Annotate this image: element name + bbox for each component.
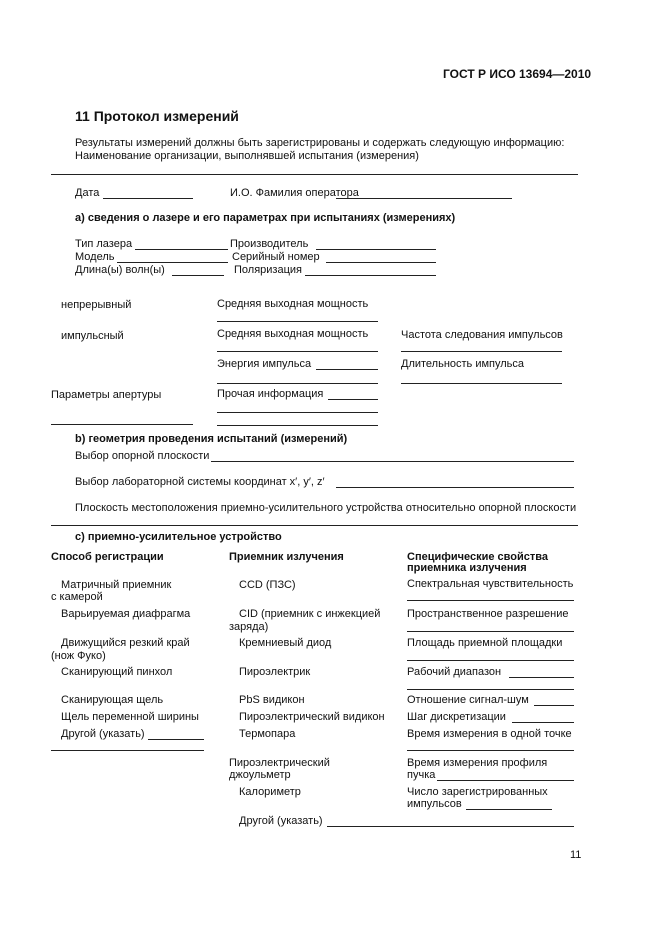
other-info-label: Прочая информация xyxy=(217,388,324,400)
property-field-line[interactable] xyxy=(407,750,574,751)
method-item: Сканирующий пинхол xyxy=(61,666,173,678)
receiver-item: Пироэлектрический xyxy=(229,757,330,769)
property-field-line[interactable] xyxy=(407,660,574,661)
date-label: Дата xyxy=(75,187,100,199)
receiver-item: Кремниевый диод xyxy=(239,637,332,649)
pulse-energy-field-line[interactable] xyxy=(316,369,378,370)
method-other-field-line[interactable] xyxy=(148,739,204,740)
receiver-item: джоульметр xyxy=(229,769,291,781)
property-field-line[interactable] xyxy=(509,677,574,678)
receiver-item: CCD (ПЗС) xyxy=(239,579,296,591)
col-properties-header-1: Специфические свойства xyxy=(407,551,548,563)
page-number: 11 xyxy=(570,849,582,861)
lab-coords-label: Выбор лабораторной системы координат x′, y′, z′ xyxy=(75,476,325,488)
plane-location-label: Плоскость местоположения приемно-усилительного устройства относительно опорной плоскости xyxy=(75,502,577,514)
pulse-energy-field-line-2[interactable] xyxy=(217,383,378,384)
pulsed-label: импульсный xyxy=(61,330,124,342)
pulse-duration-field-line[interactable] xyxy=(401,383,562,384)
receiver-item: Другой (указать) xyxy=(239,815,323,827)
method-item: Варьируемая диафрагма xyxy=(61,608,191,620)
aperture-label: Параметры апертуры xyxy=(51,389,162,401)
receiver-item: Калориметр xyxy=(239,786,301,798)
col-receiver-header: Приемник излучения xyxy=(229,551,344,563)
receiver-item: Пироэлектрик xyxy=(239,666,311,678)
method-item: (нож Фуко) xyxy=(51,650,106,662)
other-info-field-line-2[interactable] xyxy=(217,412,378,413)
pulse-energy-label: Энергия импульса xyxy=(217,358,312,370)
receiver-item: Термопара xyxy=(239,728,296,740)
manufacturer-label: Производитель xyxy=(230,238,309,250)
property-item: Отношение сигнал-шум xyxy=(407,694,529,706)
property-item: Число зарегистрированных xyxy=(407,786,548,798)
plane-location-field-line[interactable] xyxy=(51,525,578,526)
organization-field-line[interactable] xyxy=(51,174,578,175)
polarization-field-line[interactable] xyxy=(305,275,436,276)
property-item: Рабочий диапазон xyxy=(407,666,502,678)
continuous-label: непрерывный xyxy=(61,299,132,311)
pulse-rate-label: Частота следования импульсов xyxy=(401,329,563,341)
wavelength-label: Длина(ы) волн(ы) xyxy=(75,264,165,276)
section-b-title: b) геометрия проведения испытаний (измерений) xyxy=(75,433,348,445)
property-item: импульсов xyxy=(407,798,462,810)
property-item: Время измерения профиля xyxy=(407,757,548,769)
serial-field-line[interactable] xyxy=(326,262,436,263)
col-method-header: Способ регистрации xyxy=(51,551,164,563)
method-item: Движущийся резкий край xyxy=(61,637,190,649)
property-field-line[interactable] xyxy=(407,600,574,601)
laser-type-label: Тип лазера xyxy=(75,238,133,250)
model-label: Модель xyxy=(75,251,115,263)
method-item: Другой (указать) xyxy=(61,728,145,740)
receiver-other-field-line[interactable] xyxy=(327,826,574,827)
section-title: 11 Протокол измерений xyxy=(75,108,239,124)
method-item: Щель переменной ширины xyxy=(61,711,199,723)
polarization-label: Поляризация xyxy=(234,264,302,276)
property-field-line[interactable] xyxy=(407,689,574,690)
aperture-field-line[interactable] xyxy=(51,424,193,425)
property-field-line[interactable] xyxy=(437,780,574,781)
property-item: Пространственное разрешение xyxy=(407,608,569,620)
property-item: Время измерения в одной точке xyxy=(407,728,572,740)
property-field-line[interactable] xyxy=(534,705,574,706)
other-info-field-line-3[interactable] xyxy=(217,425,378,426)
receiver-item: PbS видикон xyxy=(239,694,305,706)
laser-type-field-line[interactable] xyxy=(135,249,228,250)
method-other-field-line-2[interactable] xyxy=(51,750,204,751)
other-info-field-line[interactable] xyxy=(328,399,378,400)
intro-line-2: Наименование организации, выполнявшей испытания (измерения) xyxy=(75,150,419,162)
property-field-line[interactable] xyxy=(407,631,574,632)
avg-power-2-label: Средняя выходная мощность xyxy=(217,328,369,340)
receiver-item: CID (приемник с инжекцией xyxy=(239,608,381,620)
method-item: с камерой xyxy=(51,591,103,603)
property-item: Спектральная чувствительность xyxy=(407,578,574,590)
intro-line-1: Результаты измерений должны быть зарегистрированы и содержать следующую информацию: xyxy=(75,137,565,149)
pulse-rate-field-line[interactable] xyxy=(401,351,562,352)
date-field-line[interactable] xyxy=(103,198,193,199)
property-item: Шаг дискретизации xyxy=(407,711,506,723)
avg-power-2-field-line[interactable] xyxy=(217,351,378,352)
pulse-duration-label: Длительность импульса xyxy=(401,358,525,370)
manufacturer-field-line[interactable] xyxy=(316,249,436,250)
ref-plane-label: Выбор опорной плоскости xyxy=(75,450,210,462)
standard-header: ГОСТ Р ИСО 13694—2010 xyxy=(443,67,592,81)
operator-label: И.О. Фамилия оператора xyxy=(230,187,359,199)
property-item: пучка xyxy=(407,769,436,781)
method-item: Сканирующая щель xyxy=(61,694,164,706)
serial-label: Серийный номер xyxy=(232,251,320,263)
section-a-title: a) сведения о лазере и его параметрах при испытаниях (измерениях) xyxy=(75,212,456,224)
ref-plane-field-line[interactable] xyxy=(211,461,574,462)
wavelength-field-line[interactable] xyxy=(172,275,224,276)
method-item: Матричный приемник xyxy=(61,579,172,591)
property-field-line[interactable] xyxy=(466,809,552,810)
lab-coords-field-line[interactable] xyxy=(336,487,574,488)
avg-power-1-label: Средняя выходная мощность xyxy=(217,298,369,310)
model-field-line[interactable] xyxy=(117,262,228,263)
property-field-line[interactable] xyxy=(512,722,574,723)
avg-power-1-field-line[interactable] xyxy=(217,321,378,322)
section-c-title: c) приемно-усилительное устройство xyxy=(75,531,282,543)
receiver-item: Пироэлектрический видикон xyxy=(239,711,385,723)
property-item: Площадь приемной площадки xyxy=(407,637,563,649)
receiver-item: заряда) xyxy=(229,621,269,633)
operator-field-line[interactable] xyxy=(336,198,512,199)
col-properties-header-2: приемника излучения xyxy=(407,562,527,574)
